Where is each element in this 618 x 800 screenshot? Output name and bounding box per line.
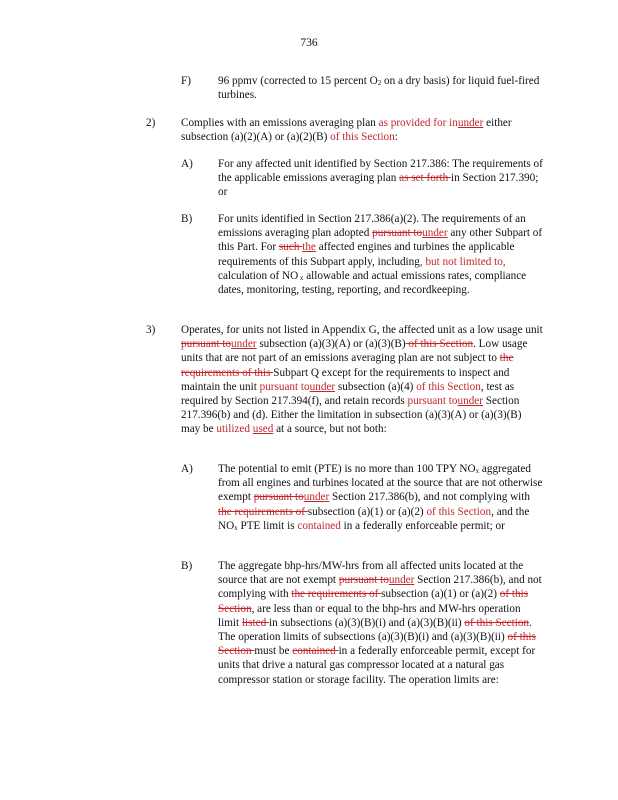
page-number: 736 (300, 37, 318, 49)
item-2b-text: For units identified in Section 217.386(a)(2). The requirements of an emissions averaging plan adopted pursuant tounder any other Subpart of this Part. For such the affected engines and turbines the applicable requirements of this Subpart apply, including, but not limited to, calculation of NO $_x$ allowable and actual emissions rates, compliance dates, monitoring, testing, reporting, and recordkeeping. (218, 213, 543, 297)
item-3b-text: The aggregate bhp-hrs/MW-hrs from all affected units located at the source that are not exempt pursuant tounder Section 217.386(b), and not complying with the requirements of subsection (a)(1) or (a)(2) of this Section, are less than or equal to the bhp-hrs and MW-hrs operation limit listed in subsections (a)(3)(B)(i) and (a)(3)(B)(ii) of this Section. The operation limits of subsections (a)(3)(B)(i) and (a)(3)(B)(ii) of this Section must be contained in a federally enforceable permit, except for units that drive a natural gas compressor located at a natural gas compressor station or storage facility. The operation limits are: (218, 560, 542, 686)
item-2b-label: B) (181, 213, 193, 225)
item-3b-label: B) (181, 560, 193, 572)
item-2a-text: For any affected unit identified by Section 217.386: The requirements of the applicable emissions averaging plan as set forth in Section 217.390; or (218, 158, 543, 199)
item-f-text: 96 ppmv (corrected to 15 percent $O_2$ on a dry basis) for liquid fuel-fired turbines. (218, 75, 540, 102)
item-3a-label: A) (181, 463, 193, 475)
item-2-text: Complies with an emissions averaging plan as provided for inunder either subsection (a)(2)(A) or (a)(2)(B) of this Section: (181, 117, 512, 144)
item-2a-label: A) (181, 158, 193, 170)
item-f-label: F) (181, 75, 191, 87)
item-2-label: 2) (146, 117, 156, 129)
item-3a-text: The potential to emit (PTE) is no more than 100 TPY $NO_x$ aggregated from all engines and turbines located at the source that are not otherwise exempt pursuant tounder Section 217.386(b), and not complying with the requirements of subsection (a)(1) or (a)(2) of this Section, and the $NO_x$ PTE limit is contained in a federally enforceable permit; or (218, 463, 543, 532)
item-3-text: Operates, for units not listed in Appendix G, the affected unit as a low usage unit pursuant tounder subsection (a)(3)(A) or (a)(3)(B) of this Section. Low usage units that are not part of an emissions averaging plan are not subject to the requirements of this Subpart Q except for the requirements to inspect and maintain the unit pursuant tounder subsection (a)(4) of this Section, test as required by Section 217.394(f), and retain records pursuant tounder Section 217.396(b) and (d). Either the limitation in subsection (a)(3)(A) or (a)(3)(B) may be utilized used at a source, but not both: (181, 324, 543, 436)
item-3-label: 3) (146, 324, 156, 336)
